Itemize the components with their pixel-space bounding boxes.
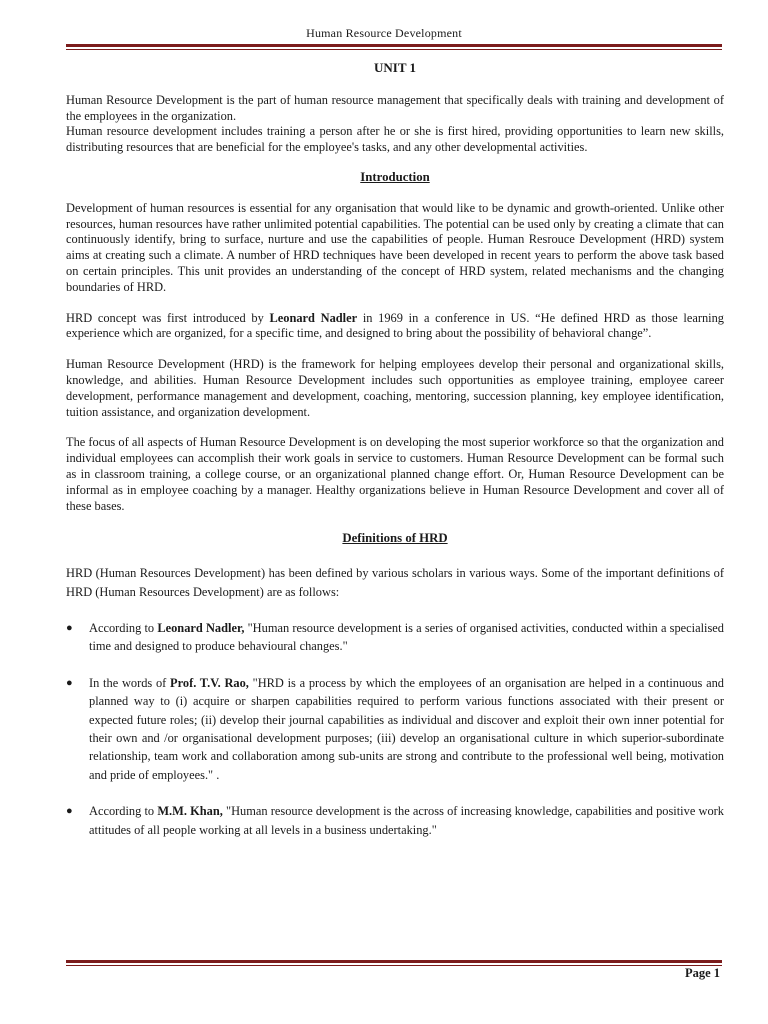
definition-text: "Human resource development is the across of increasing knowledge, capabilities and positive work attitudes of all people working at all levels in a business undertaking." bbox=[89, 804, 724, 837]
definition-item bbox=[66, 619, 724, 656]
intro-paragraph-1: Human Resource Development is the part of human resource management that specifically deals with training and development of the employees in the organization. bbox=[66, 92, 724, 123]
p2-lead: HRD concept was first introduced by bbox=[66, 310, 270, 325]
definition-prefix: According to bbox=[89, 620, 158, 635]
p2-rest: in 1969 in a conference in US. “He defined HRD as those learning experience which are organized, for a specific time, and designed to bring about the possibility of behavioral change”. bbox=[66, 310, 725, 341]
definition-text: "Human resource development is a series of organised activities, conducted within a specialised time and designed to produce behavioural changes." bbox=[89, 620, 724, 654]
bullet-icon: ● bbox=[66, 805, 73, 818]
running-header: Human Resource Development bbox=[306, 26, 462, 40]
definition-text: "HRD is a process by which the employees of an organisation are helped in a continuous and planned way to (i) acquire or sharpen capabilities required to perform various functions associated with their present or expected future roles; (ii) develop their journal capabilities as individual and discover and exploit their own inner potential for their own and /or organisational development purposes; (iii) develop an organisational culture in which superior-subordinate relationship, team work and collaboration among sub-units are strong and contribute to the professional well being, motivation and pride of employees." . bbox=[89, 675, 725, 782]
bullet-icon: ● bbox=[66, 676, 73, 689]
definitions-list bbox=[66, 619, 724, 839]
definition-author: Leonard Nadler, bbox=[157, 620, 245, 635]
introduction-paragraph-3: Human Resource Development (HRD) is the framework for helping employees develop their personal and organizational skills, knowledge, and abilities. Human Resource Development includes such opportunities as employee training, employee career development, performance management and development, coaching, mentoring, succession planning, key employee identification, tuition assistance, and organization development. bbox=[66, 357, 724, 419]
footer-rule bbox=[66, 960, 722, 966]
definition-item bbox=[66, 674, 724, 784]
definitions-intro: HRD (Human Resources Development) has been defined by various scholars in various ways. Some of the important definitions of HRD (Human Resources Development) are as follows: bbox=[66, 566, 724, 599]
definitions-heading: Definitions of HRD bbox=[342, 531, 448, 546]
unit-title: UNIT 1 bbox=[373, 60, 417, 75]
definition-prefix: According to bbox=[89, 804, 158, 819]
definition-author: M.M. Khan, bbox=[157, 804, 223, 819]
introduction-paragraph-1: Development of human resources is essential for any organisation that would like to be dynamic and growth-oriented. Unlike other resources, human resources have rather unlimited potential capabilities. The potential can be used only by creating a climate that can continuously identify, bring to surface, nurture and use the capabilities of people. Human Resrouce Development (HRD) system aims at creating such a climate. A number of HRD techniques have been developed in recent years to perform the above task based on certain principles. This unit provides an understanding of the concept of HRD system, related mechanisms and the changing boundaries of HRD. bbox=[66, 200, 724, 294]
page-content bbox=[66, 60, 724, 857]
definition-item bbox=[66, 802, 724, 839]
intro-paragraph-2: Human resource development includes training a person after he or she is first hired, providing opportunities to learn new skills, distributing resources that are beneficial for the employee's tasks, and any other developmental activities. bbox=[66, 124, 724, 155]
definition-prefix: In the words of bbox=[89, 675, 171, 690]
definition-author: Prof. T.V. Rao, bbox=[170, 675, 249, 690]
introduction-paragraph-2 bbox=[66, 311, 724, 343]
p2-author-name: Leonard Nadler bbox=[269, 310, 358, 325]
page-number: Page 1 bbox=[684, 966, 720, 980]
introduction-heading: Introduction bbox=[360, 169, 430, 184]
introduction-paragraph-4: The focus of all aspects of Human Resource Development is on developing the most superior workforce so that the organization and individual employees can accomplish their work goals in service to customers. Human Resource Development can be formal such as in classroom training, a college course, or an organizational planned change effort. Or, Human Resource Development can be informal as in employee coaching by a manager. Healthy organizations believe in Human Resource Development and cover all of these bases. bbox=[66, 435, 724, 513]
bullet-icon: ● bbox=[66, 621, 73, 634]
header-rule bbox=[66, 44, 722, 50]
